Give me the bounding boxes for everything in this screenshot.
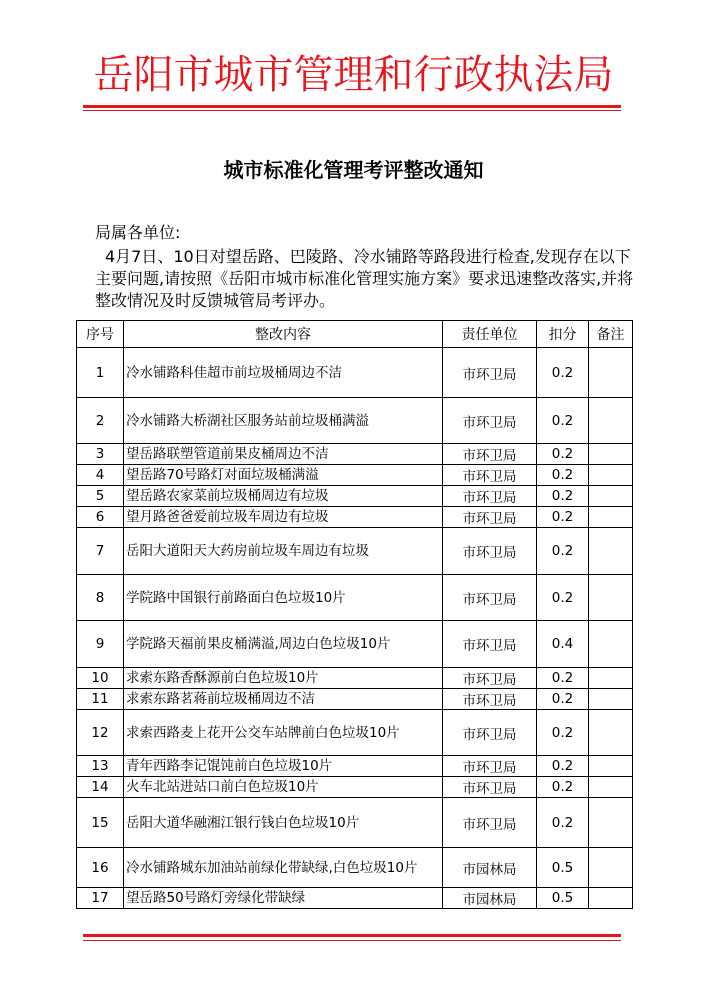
row-score: 0.2 xyxy=(537,398,589,444)
table-row xyxy=(77,348,633,398)
row-note xyxy=(589,507,633,528)
header-rule-thick xyxy=(83,105,621,108)
row-unit: 市环卫局 xyxy=(443,689,537,710)
row-score: 0.2 xyxy=(537,689,589,710)
row-unit: 市环卫局 xyxy=(443,348,537,398)
row-number: 2 xyxy=(77,398,124,444)
row-unit: 市环卫局 xyxy=(443,668,537,689)
table-row xyxy=(77,465,633,486)
row-unit: 市环卫局 xyxy=(443,756,537,777)
row-unit: 市环卫局 xyxy=(443,398,537,444)
rectification-table xyxy=(76,320,633,909)
row-number: 14 xyxy=(77,777,124,798)
row-content: 岳阳大道华融湘江银行钱白色垃圾10片 xyxy=(124,798,443,848)
row-content: 求索东路茗蒋前垃圾桶周边不洁 xyxy=(124,689,443,710)
row-number: 6 xyxy=(77,507,124,528)
row-content: 望岳路联塑管道前果皮桶周边不洁 xyxy=(124,444,443,465)
body-paragraph: 4月7日、10日对望岳路、巴陵路、冷水铺路等路段进行检查,发现存在以下主要问题,请按照《岳阳市城市标准化管理实施方案》要求迅速整改落实,并将整改情况及时反馈城管局考评办。 xyxy=(95,247,634,310)
row-score: 0.2 xyxy=(537,507,589,528)
row-number: 7 xyxy=(77,528,124,575)
row-number: 9 xyxy=(77,621,124,668)
row-note xyxy=(589,689,633,710)
row-note xyxy=(589,798,633,848)
row-note xyxy=(589,621,633,668)
row-number: 10 xyxy=(77,668,124,689)
row-unit: 市环卫局 xyxy=(443,798,537,848)
table-row xyxy=(77,777,633,798)
table-row xyxy=(77,444,633,465)
table-body xyxy=(77,348,633,909)
header-no: 序号 xyxy=(77,321,124,348)
row-note xyxy=(589,575,633,621)
row-note xyxy=(589,348,633,398)
table-row xyxy=(77,528,633,575)
header-note: 备注 xyxy=(589,321,633,348)
row-number: 4 xyxy=(77,465,124,486)
footer-rule-thin xyxy=(83,940,621,941)
row-content: 冷水铺路城东加油站前绿化带缺绿,白色垃圾10片 xyxy=(124,848,443,888)
document-title: 城市标准化管理考评整改通知 xyxy=(223,158,484,182)
row-content: 冷水铺路大桥湖社区服务站前垃圾桶满溢 xyxy=(124,398,443,444)
row-content: 望岳路50号路灯旁绿化带缺绿 xyxy=(124,888,443,909)
table-row xyxy=(77,710,633,756)
row-number: 16 xyxy=(77,848,124,888)
row-unit: 市园林局 xyxy=(443,888,537,909)
row-unit: 市园林局 xyxy=(443,848,537,888)
agency-title: 岳阳市城市管理和行政执法局 xyxy=(93,52,614,98)
table-row xyxy=(77,888,633,909)
row-score: 0.4 xyxy=(537,621,589,668)
row-note xyxy=(589,486,633,507)
table-row xyxy=(77,689,633,710)
row-number: 12 xyxy=(77,710,124,756)
row-content: 冷水铺路科佳超市前垃圾桶周边不洁 xyxy=(124,348,443,398)
recipient-line: 局属各单位: xyxy=(95,223,181,242)
header-score: 扣分 xyxy=(537,321,589,348)
row-note xyxy=(589,848,633,888)
table-row xyxy=(77,486,633,507)
table-row xyxy=(77,756,633,777)
row-content: 求索东路香酥源前白色垃圾10片 xyxy=(124,668,443,689)
row-number: 3 xyxy=(77,444,124,465)
row-content: 望岳路农家菜前垃圾桶周边有垃圾 xyxy=(124,486,443,507)
table-row xyxy=(77,398,633,444)
row-content: 青年西路李记馄饨前白色垃圾10片 xyxy=(124,756,443,777)
row-score: 0.2 xyxy=(537,777,589,798)
row-content: 学院路中国银行前路面白色垃圾10片 xyxy=(124,575,443,621)
row-unit: 市环卫局 xyxy=(443,710,537,756)
row-number: 11 xyxy=(77,689,124,710)
row-number: 15 xyxy=(77,798,124,848)
row-number: 17 xyxy=(77,888,124,909)
row-note xyxy=(589,465,633,486)
row-unit: 市环卫局 xyxy=(443,621,537,668)
row-content: 岳阳大道阳天大药房前垃圾车周边有垃圾 xyxy=(124,528,443,575)
row-note xyxy=(589,528,633,575)
row-score: 0.2 xyxy=(537,710,589,756)
row-content: 望月路爸爸爱前垃圾车周边有垃圾 xyxy=(124,507,443,528)
row-note xyxy=(589,710,633,756)
row-content: 望岳路70号路灯对面垃圾桶满溢 xyxy=(124,465,443,486)
table-row xyxy=(77,848,633,888)
row-content: 火车北站进站口前白色垃圾10片 xyxy=(124,777,443,798)
table-row xyxy=(77,798,633,848)
table-row xyxy=(77,575,633,621)
row-score: 0.2 xyxy=(537,348,589,398)
row-unit: 市环卫局 xyxy=(443,528,537,575)
row-unit: 市环卫局 xyxy=(443,777,537,798)
row-note xyxy=(589,398,633,444)
row-score: 0.2 xyxy=(537,486,589,507)
row-unit: 市环卫局 xyxy=(443,486,537,507)
row-score: 0.2 xyxy=(537,798,589,848)
row-score: 0.5 xyxy=(537,848,589,888)
row-note xyxy=(589,756,633,777)
table-row xyxy=(77,668,633,689)
header-rule-thin xyxy=(83,110,621,111)
row-number: 5 xyxy=(77,486,124,507)
row-number: 8 xyxy=(77,575,124,621)
row-content: 学院路天福前果皮桶满溢,周边白色垃圾10片 xyxy=(124,621,443,668)
row-unit: 市环卫局 xyxy=(443,507,537,528)
row-score: 0.5 xyxy=(537,888,589,909)
header-content: 整改内容 xyxy=(124,321,443,348)
row-score: 0.2 xyxy=(537,575,589,621)
table-row xyxy=(77,621,633,668)
row-score: 0.2 xyxy=(537,756,589,777)
table-header-row xyxy=(77,321,633,348)
row-content: 求索西路麦上花开公交车站牌前白色垃圾10片 xyxy=(124,710,443,756)
row-number: 13 xyxy=(77,756,124,777)
header-unit: 责任单位 xyxy=(443,321,537,348)
row-score: 0.2 xyxy=(537,465,589,486)
row-note xyxy=(589,888,633,909)
row-note xyxy=(589,777,633,798)
row-note xyxy=(589,668,633,689)
row-unit: 市环卫局 xyxy=(443,444,537,465)
row-unit: 市环卫局 xyxy=(443,465,537,486)
row-note xyxy=(589,444,633,465)
row-score: 0.2 xyxy=(537,528,589,575)
row-score: 0.2 xyxy=(537,444,589,465)
row-number: 1 xyxy=(77,348,124,398)
footer-rule-thick xyxy=(83,934,621,937)
table-row xyxy=(77,507,633,528)
row-unit: 市环卫局 xyxy=(443,575,537,621)
row-score: 0.2 xyxy=(537,668,589,689)
